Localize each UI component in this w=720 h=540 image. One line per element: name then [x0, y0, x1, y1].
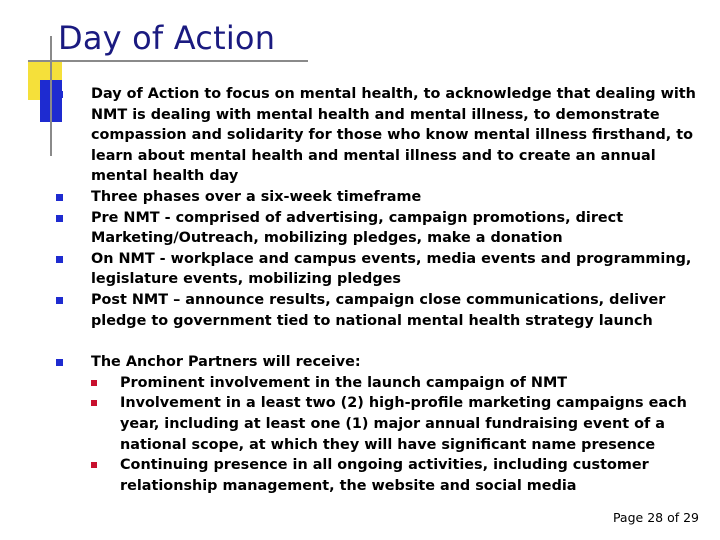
sub-bullet-text: Prominent involvement in the launch campaign of NMT — [120, 374, 568, 391]
anchor-heading: The Anchor Partners will receive: — [91, 354, 361, 371]
square-sub-bullet-icon — [91, 400, 97, 406]
sub-bullet-item — [91, 393, 696, 455]
bullet-item — [56, 290, 696, 331]
square-bullet-icon — [56, 215, 63, 222]
decorative-horizontal-line — [28, 60, 308, 62]
square-bullet-icon — [56, 256, 63, 263]
decorative-vertical-line — [50, 36, 52, 156]
square-bullet-icon — [56, 91, 63, 98]
square-bullet-icon — [56, 297, 63, 304]
bullet-item — [56, 249, 696, 290]
bullet-text: Pre NMT - comprised of advertising, campaign promotions, direct Marketing/Outreach, mobilizing pledges, make a donation — [91, 209, 624, 247]
bullet-item — [56, 208, 696, 249]
bullet-text: Day of Action to focus on mental health, to acknowledge that dealing with NMT is dealing with mental health and mental illness, to demonstrate compassion and solidarity for those who know mental illness firsthand, to learn about mental health and mental illness and to create an annual mental health day — [91, 86, 696, 185]
square-bullet-icon — [56, 194, 63, 201]
anchor-sub-list — [91, 373, 696, 497]
bullet-text: On NMT - workplace and campus events, media events and programming, legislature events, mobilizing pledges — [91, 250, 692, 288]
bullet-list — [56, 84, 696, 496]
square-sub-bullet-icon — [91, 462, 97, 468]
bullet-item — [56, 84, 696, 187]
bullet-text: Post NMT – announce results, campaign close communications, deliver pledge to government tied to national mental health strategy launch — [91, 291, 666, 329]
square-sub-bullet-icon — [91, 380, 97, 386]
bullet-text: Three phases over a six-week timeframe — [91, 188, 422, 205]
square-bullet-icon — [56, 359, 63, 366]
sub-bullet-text: Involvement in a least two (2) high-profile marketing campaigns each year, including at least one (1) major annual fundraising event of a national scope, at which they will have significant name presence — [120, 395, 687, 453]
bullet-item — [56, 187, 696, 208]
page-number: Page 28 of 29 — [612, 510, 699, 525]
sub-bullet-item — [91, 455, 696, 496]
anchor-partners-item — [56, 352, 696, 496]
sub-bullet-text: Continuing presence in all ongoing activities, including customer relationship management, the website and social media — [120, 457, 649, 494]
slide-title: Day of Action — [58, 19, 276, 57]
sub-bullet-item — [91, 373, 696, 394]
